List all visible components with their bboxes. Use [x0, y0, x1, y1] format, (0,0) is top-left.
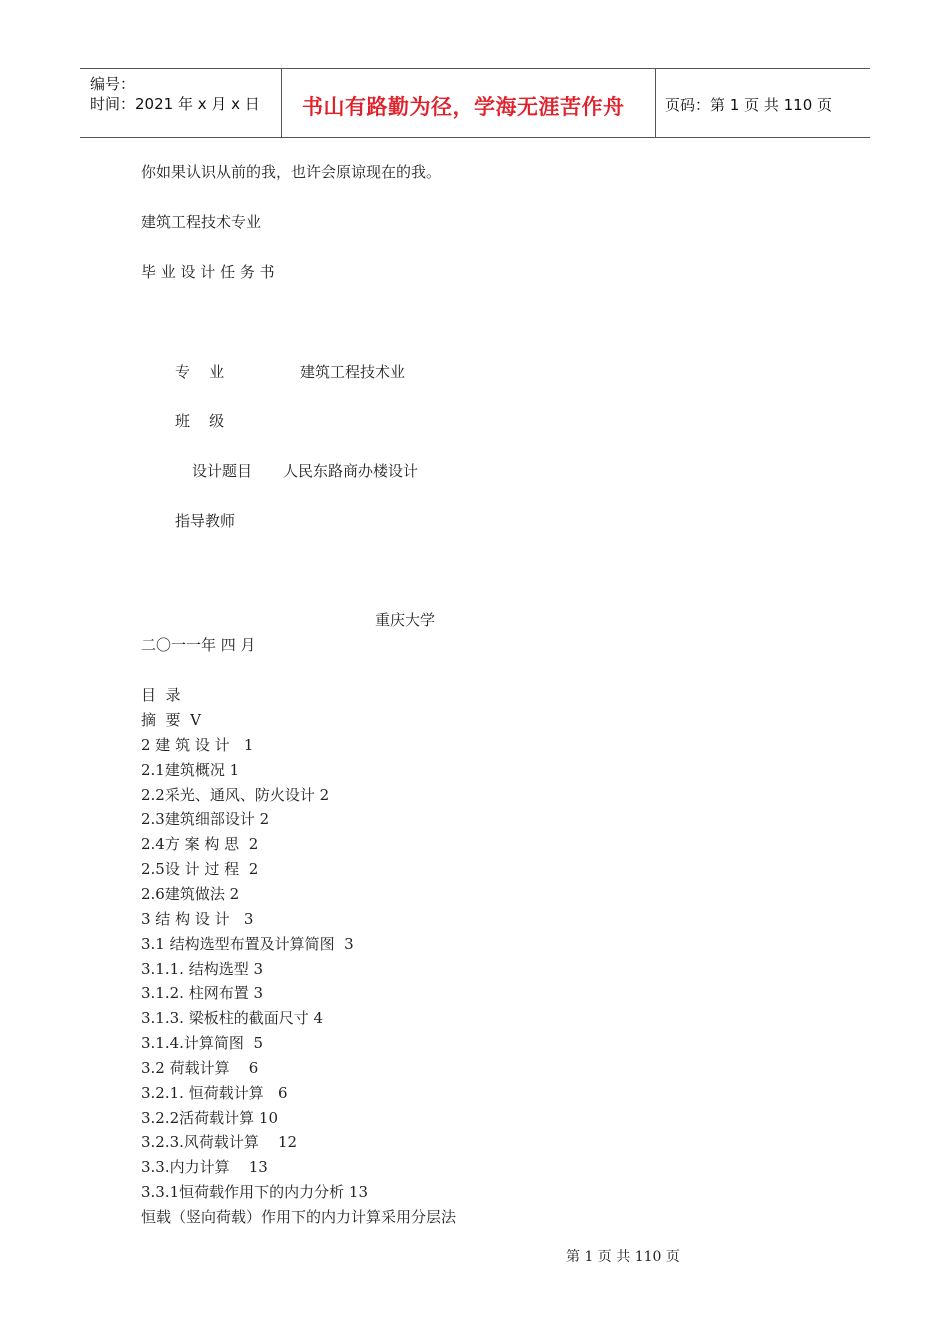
page-info: 页码：第 1 页 共 110 页: [665, 96, 833, 114]
toc-item: 3.1.3. 梁板柱的截面尺寸 4: [141, 1009, 324, 1028]
advisor-label: 指导教师: [175, 512, 236, 530]
motto-text: 书山有路勤为径，学海无涯苦作舟: [302, 95, 625, 119]
toc-item: 2.1建筑概况 1: [141, 760, 240, 779]
major-title: 建筑工程技术专业: [141, 213, 262, 231]
topic-label: 设计题目: [192, 462, 253, 480]
toc-item: 摘 要 V: [141, 711, 201, 729]
header-page-cell: [655, 69, 870, 137]
toc-item: 3.2 荷载计算 6: [141, 1058, 259, 1077]
toc-item: 2.5设 计 过 程 2: [141, 860, 259, 879]
toc-item: 2.6建筑做法 2: [141, 884, 240, 903]
toc-item: 2.3建筑细部设计 2: [141, 810, 270, 829]
toc-item: 3.2.3.风荷载计算 12: [141, 1133, 298, 1152]
header-motto-cell: [281, 69, 656, 137]
toc-item: 3.1.2. 柱网布置 3: [141, 984, 264, 1003]
document-date: 二〇一一年 四 月: [141, 636, 256, 654]
number-label: 编号：: [90, 75, 136, 93]
toc-item: 2 建 筑 设 计 1: [141, 735, 254, 754]
toc-item: 3.3.1恒荷载作用下的内力分析 13: [141, 1183, 369, 1202]
toc-item: 3.1 结构选型布置及计算简图 3: [141, 934, 354, 953]
major-value: 建筑工程技术业: [300, 363, 406, 381]
document-title: 毕 业 设 计 任 务 书: [141, 263, 275, 281]
time-label: 时间：2021 年 x 月 x 日: [90, 95, 260, 113]
topic-value: 人民东路商办楼设计: [283, 462, 419, 480]
toc-item: 2.4方 案 构 思 2: [141, 835, 259, 854]
toc-item: 3.1.4.计算简图 5: [141, 1034, 264, 1053]
toc-item: 恒载（竖向荷载）作用下的内力计算采用分层法: [141, 1208, 457, 1226]
major-label: 专 业: [175, 363, 225, 381]
class-label: 班 级: [175, 412, 225, 430]
toc-item: 3.2.1. 恒荷载计算 6: [141, 1083, 288, 1102]
header-meta-cell: [80, 69, 281, 137]
school-name: 重庆大学: [375, 611, 436, 629]
toc-item: 3.2.2活荷载计算 10: [141, 1108, 279, 1127]
page-header: [80, 68, 870, 138]
toc-item: 3 结 构 设 计 3: [141, 909, 254, 928]
intro-quote: 你如果认识从前的我，也许会原谅现在的我。: [141, 163, 442, 181]
toc-item: 3.1.1. 结构选型 3: [141, 959, 264, 978]
toc-item: 3.3.内力计算 13: [141, 1158, 268, 1177]
page-footer: 第 1 页 共 110 页: [566, 1249, 680, 1265]
toc-heading: 目 录: [141, 686, 181, 704]
toc-item: 2.2采光、通风、防火设计 2: [141, 785, 330, 804]
